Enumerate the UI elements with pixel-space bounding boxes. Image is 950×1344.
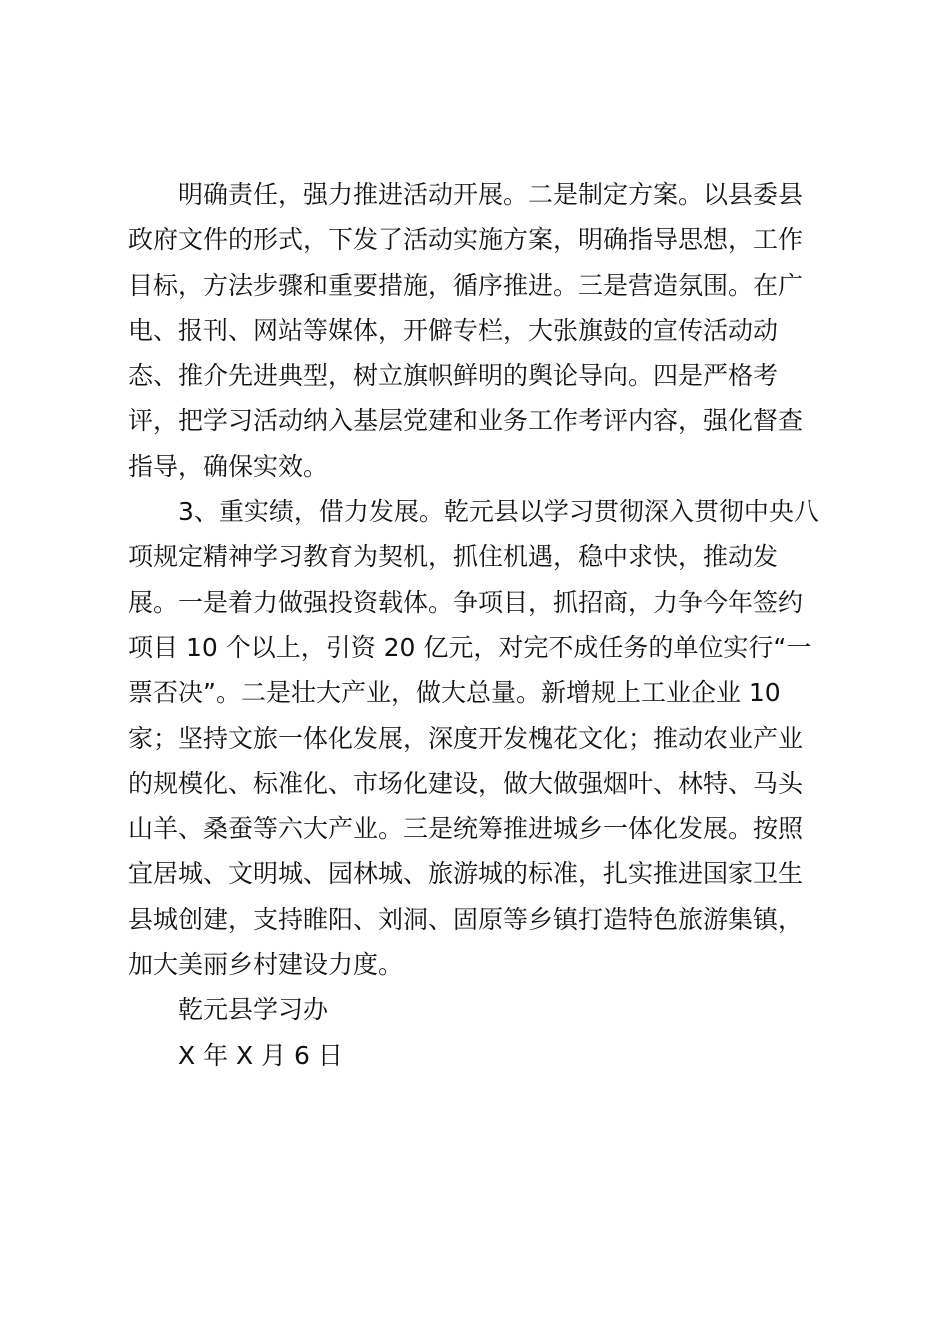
signature-date: X 年 X 月 6 日 — [178, 1040, 343, 1070]
text-line: 宜居城、文明城、园林城、旅游城的标准，扎实推进国家卫生 — [128, 859, 804, 889]
text-line: 态、推介先进典型，树立旗帜鲜明的舆论导向。四是严格考 — [128, 361, 779, 391]
signature-organization: 乾元县学习办 — [178, 995, 329, 1025]
text-line: 山羊、桑蚕等六大产业。三是统筹推进城乡一体化发展。按照 — [128, 814, 804, 844]
text-line: 县城创建，支持睢阳、刘洞、固原等乡镇打造特色旅游集镇， — [128, 904, 804, 934]
text-line: 项规定精神学习教育为契机，抓住机遇，稳中求快，推动发 — [128, 542, 779, 572]
text-line: 家；坚持文旅一体化发展，深度开发槐花文化；推动农业产业 — [128, 723, 804, 753]
text-line: 电、报刊、网站等媒体，开僻专栏，大张旗鼓的宣传活动动 — [128, 315, 779, 345]
text-line: 目标，方法步骤和重要措施，循序推进。三是营造氛围。在广 — [128, 270, 804, 300]
section-heading-line: 3、重实绩，借力发展。乾元县以学习贯彻深入贯彻中央八 — [178, 497, 819, 527]
text-line: 政府文件的形式，下发了活动实施方案，明确指导思想，工作 — [128, 225, 804, 255]
text-line: 项目 10 个以上，引资 20 亿元，对完不成任务的单位实行“一 — [128, 632, 812, 662]
text-line: 加大美丽乡村建设力度。 — [128, 950, 404, 980]
document-body — [128, 172, 828, 1078]
text-line: 明确责任，强力推进活动开展。二是制定方案。以县委县 — [178, 180, 804, 209]
text-line: 展。一是着力做强投资载体。争项目，抓招商，力争今年签约 — [128, 587, 804, 617]
text-line: 票否决”。二是壮大产业，做大总量。新增规上工业企业 10 — [128, 678, 781, 708]
text-line: 的规模化、标准化、市场化建设，做大做强烟叶、林特、马头 — [128, 768, 804, 798]
text-line: 指导，确保实效。 — [128, 451, 329, 481]
text-line: 评，把学习活动纳入基层党建和业务工作考评内容，强化督查 — [128, 406, 804, 436]
